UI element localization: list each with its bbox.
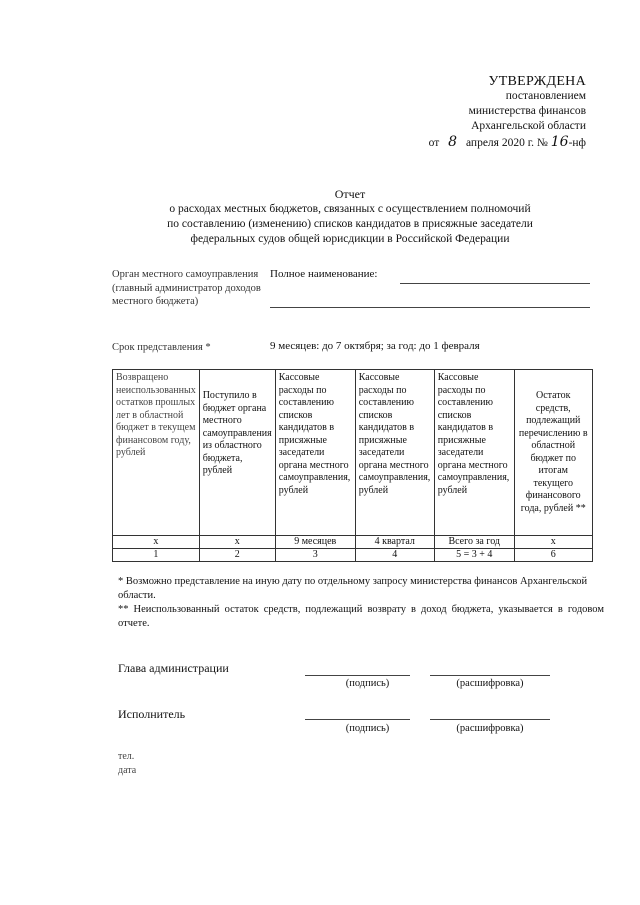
executor-sign-line xyxy=(305,719,410,720)
title-line-3: по составлению (изменению) списков кандидатов в присяжные заседатели xyxy=(167,218,533,230)
number-cell-3: 3 xyxy=(275,549,355,562)
footnote-1: * Возможно представление на иную дату по отдельному запросу министерства финансов Архангельской области. xyxy=(118,576,588,601)
period-cell-2: x xyxy=(199,536,275,549)
period-cell-6: x xyxy=(514,536,592,549)
approved-heading: УТВЕРЖДЕНА xyxy=(488,74,586,89)
title-line-2: о расходах местных бюджетов, связанных с осуществлением полномочий xyxy=(169,203,531,215)
executor-sign-caption: (подпись) xyxy=(345,723,390,734)
number-cell-4: 4 xyxy=(355,549,434,562)
approved-date-line xyxy=(326,135,586,151)
header-col-6: Остаток средств, подлежащий перечислению в областной бюджет по итогам текущего финансового года, рублей ** xyxy=(514,370,592,536)
head-sign-line xyxy=(305,675,410,676)
phone-label: тел. xyxy=(118,751,135,762)
title-line-4: федеральных судов общей юрисдикции в Российской Федерации xyxy=(190,233,510,245)
executor-decode-caption: (расшифровка) xyxy=(456,723,524,734)
header-col-3: Кассовые расходы по составлению списков кандидатов в присяжные заседатели органа местного самоуправления, рублей xyxy=(275,370,355,536)
header-col-1: Возвращено неиспользованных остатков прошлых лет в областной бюджет в текущем финансовом году, рублей xyxy=(113,370,200,536)
head-sign-caption: (подпись) xyxy=(345,678,390,689)
header-col-2: Поступило в бюджет органа местного самоуправления из областного бюджета, рублей xyxy=(199,370,275,536)
full-name-line-2 xyxy=(270,307,590,308)
executor-label: Исполнитель xyxy=(118,707,186,721)
full-name-line-1 xyxy=(400,283,590,284)
date-rest: апреля 2020 г. № xyxy=(465,137,548,149)
report-title xyxy=(100,187,600,247)
head-label: Глава администрации xyxy=(118,661,229,675)
date-from-label: от xyxy=(428,137,440,149)
period-cell-1: x xyxy=(113,536,200,549)
approved-line-3: Архангельской области xyxy=(471,120,586,132)
head-decode-line xyxy=(430,675,550,676)
period-cell-5: Всего за год xyxy=(434,536,514,549)
header-col-4: Кассовые расходы по составлению списков кандидатов в присяжные заседатели органа местного самоуправления, рублей xyxy=(355,370,434,536)
title-line-1: Отчет xyxy=(334,187,366,201)
decree-suffix: -нф xyxy=(568,137,586,149)
number-cell-5: 5 = 3 + 4 xyxy=(434,549,514,562)
head-decode-caption: (расшифровка) xyxy=(456,678,524,689)
full-name-label: Полное наименование: xyxy=(270,268,378,280)
number-cell-1: 1 xyxy=(113,549,200,562)
approval-block xyxy=(326,74,586,151)
date-day-handwritten: 8 xyxy=(448,134,458,150)
footnotes xyxy=(118,575,604,631)
number-cell-6: 6 xyxy=(514,549,592,562)
executor-decode-line xyxy=(430,719,550,720)
footnote-2: ** Неиспользованный остаток средств, подлежащий возврату в доход бюджета, указывается в годовом отчете. xyxy=(118,604,604,629)
decree-number-handwritten: 16 xyxy=(550,134,569,150)
approved-line-1: постановлением xyxy=(505,90,586,102)
organ-label: Орган местного самоуправления (главный администратор доходов местного бюджета) xyxy=(112,269,261,307)
number-cell-2: 2 xyxy=(199,549,275,562)
deadline-value: 9 месяцев: до 7 октября; за год: до 1 февраля xyxy=(270,340,480,352)
deadline-label: Срок представления * xyxy=(112,342,211,353)
table-header-row xyxy=(113,370,593,536)
period-cell-3: 9 месяцев xyxy=(275,536,355,549)
header-col-5: Кассовые расходы по составлению списков кандидатов в присяжные заседатели органа местного самоуправления, рублей xyxy=(434,370,514,536)
table-number-row xyxy=(113,549,593,562)
date-label: дата xyxy=(118,765,137,776)
table-period-row xyxy=(113,536,593,549)
approved-line-2: министерства финансов xyxy=(468,105,586,117)
report-table xyxy=(112,369,593,562)
period-cell-4: 4 квартал xyxy=(355,536,434,549)
